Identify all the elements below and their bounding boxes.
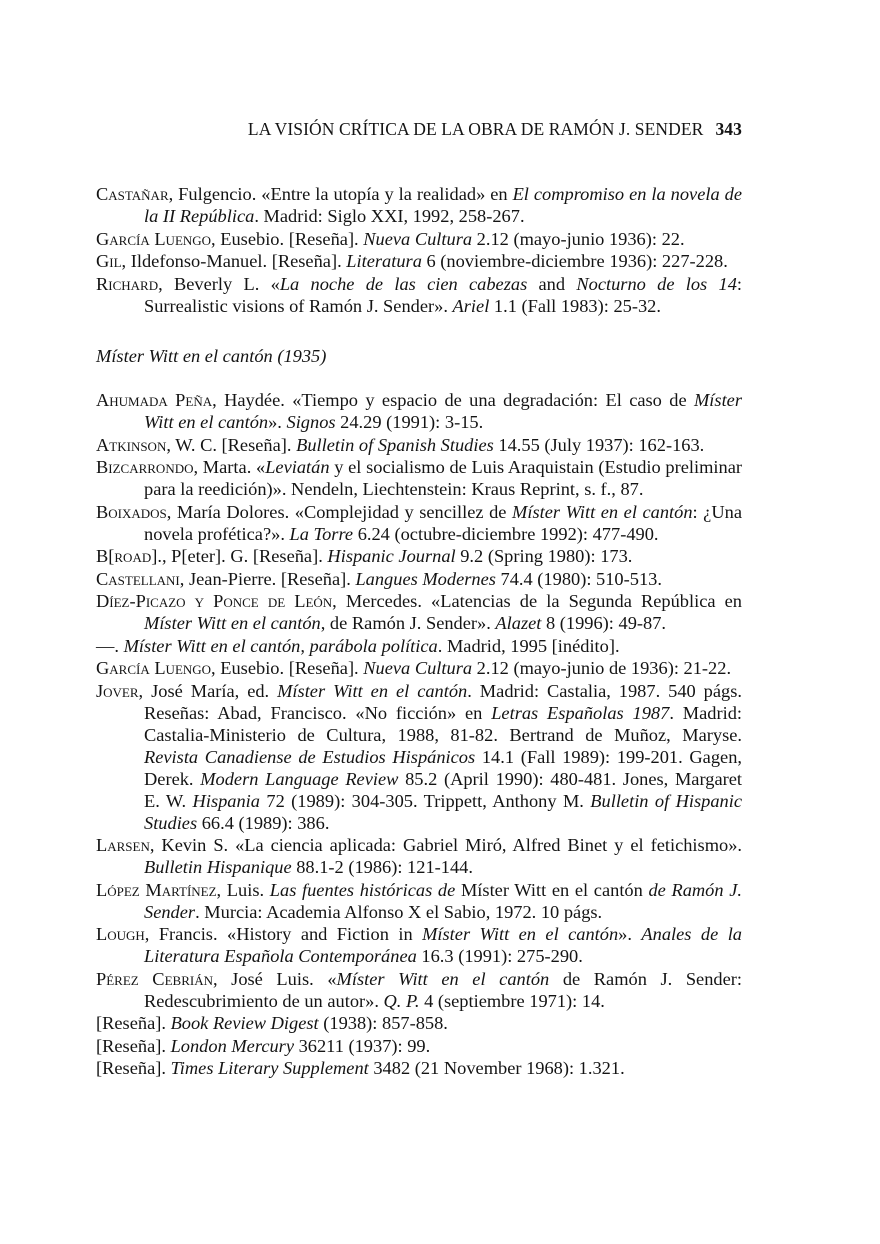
citation-text: de Ramón J. Sender: Redescubrimiento de un autor». bbox=[144, 968, 743, 1011]
bibliography-entry bbox=[96, 183, 742, 227]
author-given-name: Beverly L. bbox=[162, 273, 260, 294]
work-title: Revista Canadiense de Estudios Hispánicos bbox=[144, 746, 476, 767]
citation-text: y el socialismo de Luis Araquistain (Estudio preliminar para la reedición)». Nendeln, Liechtenstein: Kraus Reprint, s. f., 87. bbox=[144, 457, 743, 499]
author-given-name: Mercedes. bbox=[336, 591, 422, 611]
bibliography-entry bbox=[96, 1035, 742, 1057]
bibliography-entry bbox=[96, 434, 742, 456]
work-title: Q. P. bbox=[383, 990, 420, 1011]
author-surname: —. bbox=[96, 635, 119, 656]
citation-text: and bbox=[527, 273, 577, 294]
bibliography-entry bbox=[96, 879, 742, 923]
work-title: La Torre bbox=[289, 523, 354, 544]
author-given-name: Eusebio. bbox=[215, 658, 285, 678]
work-title: Nocturno de los 14 bbox=[576, 273, 737, 294]
section-heading: Míster Witt en el cantón (1935) bbox=[96, 346, 327, 366]
work-title: de Ramón J. Sender bbox=[144, 879, 742, 922]
work-title: Letras Españolas 1987 bbox=[491, 702, 670, 723]
work-title: Míster Witt en el cantón bbox=[144, 390, 742, 432]
author-given-name: Fulgencio. bbox=[173, 184, 257, 204]
work-title: Nueva Cultura bbox=[363, 228, 473, 249]
author-surname: Bizcarrondo, bbox=[96, 457, 199, 477]
citation-text: «La ciencia aplicada: Gabriel Miró, Alfred Binet y el fetichismo». bbox=[228, 835, 742, 855]
bibliography-entry bbox=[96, 228, 742, 250]
citation-text: [Reseña]. bbox=[267, 251, 347, 271]
work-title: Hispanic Journal bbox=[327, 546, 456, 566]
bibliography-entry bbox=[96, 590, 742, 634]
work-title: Bulletin Hispanique bbox=[144, 857, 292, 877]
work-title: Hispania bbox=[192, 790, 260, 811]
author-surname: Díez-Picazo y Ponce de León, bbox=[96, 591, 337, 611]
bibliography-entry bbox=[96, 250, 742, 272]
running-head bbox=[90, 119, 742, 140]
author-surname: Richard, bbox=[96, 273, 163, 294]
citation-text: 66.4 (1989): 386. bbox=[197, 812, 330, 833]
author-surname: García Luengo, bbox=[96, 658, 216, 678]
author-given-name: Eusebio. bbox=[215, 228, 285, 249]
bibliography-entry bbox=[96, 389, 742, 433]
author-surname: Castellani, bbox=[96, 568, 185, 589]
citation-text: 74.4 (1980): 510-513. bbox=[495, 568, 662, 589]
author-given-name: Francis. bbox=[149, 924, 218, 944]
work-title: Bulletin of Hispanic Studies bbox=[144, 790, 742, 833]
work-title: Modern Language Review bbox=[200, 768, 399, 789]
bibliography-entry bbox=[96, 635, 742, 657]
work-title: Signos bbox=[286, 412, 336, 432]
bibliography-entry bbox=[96, 657, 742, 679]
citation-text: «Entre la utopía y la realidad» en bbox=[256, 184, 513, 204]
citation-text: [Reseña]. bbox=[284, 658, 364, 678]
citation-text: 8 (1996): 49-87. bbox=[541, 613, 667, 633]
citation-text: [Reseña]. bbox=[96, 1058, 171, 1078]
author-surname: Atkinson, bbox=[96, 434, 171, 455]
work-title: London Mercury bbox=[170, 1035, 294, 1056]
work-title: Míster Witt en el cantón bbox=[512, 501, 693, 522]
citation-text: . Madrid: Castalia, 1987. 540 págs. Reseñas: Abad, Francisco. «No ficción» en bbox=[144, 680, 742, 723]
page-number: 343 bbox=[715, 119, 742, 139]
bibliography-entry bbox=[96, 501, 742, 545]
bibliography-entry bbox=[96, 456, 742, 500]
author-given-name: María Dolores. bbox=[171, 501, 290, 522]
author-given-name: Haydée. bbox=[216, 390, 285, 410]
author-surname: Gil, bbox=[96, 251, 127, 271]
citation-text: . Murcia: Academia Alfonso X el Sabio, 1972. 10 págs. bbox=[195, 901, 603, 922]
work-title: Bulletin of Spanish Studies bbox=[296, 434, 494, 455]
citation-text: 85.2 (April 1990): 480-481. Jones, Margaret E. W. bbox=[144, 768, 743, 811]
citation-text: 88.1-2 (1986): 121-144. bbox=[291, 857, 473, 877]
citation-text: . Madrid: Castalia-Ministerio de Cultura, 1988, 81-82. Bertrand de Muñoz, Maryse. bbox=[144, 702, 742, 745]
bibliography-entry bbox=[96, 1057, 742, 1079]
author-surname: García Luengo, bbox=[96, 228, 216, 249]
bibliography-entry bbox=[96, 680, 742, 834]
citation-text: 4 (septiembre 1971): 14. bbox=[419, 990, 605, 1011]
citation-text: : Surrealistic visions of Ramón J. Sender». bbox=[144, 273, 743, 316]
bibliography-entry bbox=[96, 834, 742, 878]
work-title: Míster Witt en el cantón bbox=[144, 613, 321, 633]
work-title: Nueva Cultura bbox=[363, 658, 473, 678]
citation-text: « bbox=[251, 457, 266, 477]
author-given-name: Jean-Pierre. bbox=[184, 568, 277, 589]
citation-text: « bbox=[259, 273, 280, 294]
author-given-name: Ildefonso-Manuel. bbox=[126, 251, 268, 271]
work-title: Book Review Digest bbox=[170, 1013, 319, 1033]
author-surname: López Martínez, bbox=[96, 879, 222, 900]
work-title: Anales de la Literatura Española Contemporánea bbox=[144, 924, 742, 966]
bibliography-entry bbox=[96, 568, 742, 590]
work-title: Las fuentes históricas de bbox=[269, 879, 456, 900]
author-given-name: Luis. bbox=[221, 879, 265, 900]
citation-text: ». bbox=[268, 412, 287, 432]
citation-text: [Reseña]. bbox=[248, 546, 328, 566]
citation-text: [Reseña]. bbox=[96, 1013, 171, 1033]
work-title: Míster Witt en el cantón bbox=[336, 968, 550, 989]
citation-text: , de Ramón J. Sender». bbox=[320, 613, 496, 633]
author-given-name: W. C. bbox=[170, 434, 217, 455]
bibliography-entry bbox=[96, 968, 742, 1012]
citation-text: «History and Fiction in bbox=[217, 924, 423, 944]
citation-text: ». bbox=[618, 924, 642, 944]
citation-text: : ¿Una novela profética?». bbox=[144, 501, 742, 544]
work-title: El compromiso en la novela de la II República bbox=[144, 184, 743, 226]
bibliography-entry bbox=[96, 545, 742, 567]
citation-text: [Reseña]. bbox=[284, 228, 364, 249]
citation-text: (1938): 857-858. bbox=[318, 1013, 448, 1033]
citation-text: «Tiempo y espacio de una degradación: El caso de bbox=[284, 390, 694, 410]
citation-text: 6.24 (octubre-diciembre 1992): 477-490. bbox=[353, 523, 659, 544]
citation-text: « bbox=[313, 968, 337, 989]
work-title: Literatura bbox=[346, 251, 422, 271]
author-surname: Lough, bbox=[96, 924, 150, 944]
citation-text: 72 (1989): 304-305. Trippett, Anthony M. bbox=[260, 790, 591, 811]
citation-text: [Reseña]. bbox=[216, 434, 297, 455]
citation-text: 6 (noviembre-diciembre 1936): 227-228. bbox=[421, 251, 728, 271]
work-title: Alazet bbox=[495, 613, 542, 633]
citation-text: . Madrid, 1995 [inédito]. bbox=[437, 635, 620, 656]
work-title: La noche de las cien cabezas bbox=[279, 273, 528, 294]
author-surname: Larsen, bbox=[96, 835, 155, 855]
citation-text: . Madrid: Siglo XXI, 1992, 258-267. bbox=[254, 206, 525, 226]
citation-text: «Complejidad y sencillez de bbox=[289, 501, 513, 522]
citation-text: 14.55 (July 1937): 162-163. bbox=[493, 434, 705, 455]
author-surname: Ahumada Peña, bbox=[96, 390, 217, 410]
bibliography-entry bbox=[96, 273, 742, 317]
author-surname: Jover, bbox=[96, 680, 144, 701]
author-given-name: P[eter]. G. bbox=[166, 546, 249, 566]
citation-text: «Latencias de la Segunda República en bbox=[421, 591, 742, 611]
bibliography-block-mister-witt bbox=[96, 389, 742, 1080]
citation-text bbox=[269, 681, 277, 701]
citation-text: 2.12 (mayo-junio de 1936): 21-22. bbox=[472, 658, 732, 678]
work-title: Leviatán bbox=[265, 457, 330, 477]
citation-text: Míster Witt en el cantón bbox=[455, 879, 649, 900]
citation-text: 16.3 (1991): 275-290. bbox=[416, 946, 583, 966]
citation-text: 1.1 (Fall 1983): 25-32. bbox=[489, 295, 661, 316]
citation-text: 24.29 (1991): 3-15. bbox=[335, 412, 484, 432]
citation-text: 2.12 (mayo-junio 1936): 22. bbox=[472, 228, 685, 249]
work-title: Ariel bbox=[452, 295, 490, 316]
author-surname: Boixados, bbox=[96, 501, 172, 522]
running-title: LA VISIÓN CRÍTICA DE LA OBRA DE RAMÓN J. SENDER bbox=[247, 119, 704, 139]
author-given-name: Marta. bbox=[198, 457, 252, 477]
author-given-name: José María, ed. bbox=[143, 680, 270, 701]
author-surname: Pérez Cebrián, bbox=[96, 968, 218, 989]
work-title: Míster Witt en el cantón bbox=[277, 680, 468, 701]
work-title: Míster Witt en el cantón, parábola política bbox=[123, 635, 438, 656]
work-title: Times Literary Supplement bbox=[170, 1058, 369, 1078]
citation-text: [Reseña]. bbox=[96, 1035, 171, 1056]
author-surname: Castañar, bbox=[96, 184, 174, 204]
citation-text: [Reseña]. bbox=[276, 568, 356, 589]
bibliography-block-general bbox=[96, 183, 742, 317]
citation-text: 3482 (21 November 1968): 1.321. bbox=[368, 1058, 625, 1078]
work-title: Míster Witt en el cantón bbox=[422, 924, 619, 944]
bibliography-entry bbox=[96, 923, 742, 967]
author-given-name: José Luis. bbox=[217, 968, 314, 989]
author-given-name: Kevin S. bbox=[154, 835, 229, 855]
citation-text: 14.1 (Fall 1989): 199-201. Gagen, Derek. bbox=[144, 746, 742, 789]
work-title: Langues Modernes bbox=[355, 568, 496, 589]
bibliography-entry bbox=[96, 1012, 742, 1034]
citation-text: 9.2 (Spring 1980): 173. bbox=[455, 546, 633, 566]
citation-text: 36211 (1937): 99. bbox=[294, 1035, 431, 1056]
author-surname: B[road]., bbox=[96, 546, 167, 566]
